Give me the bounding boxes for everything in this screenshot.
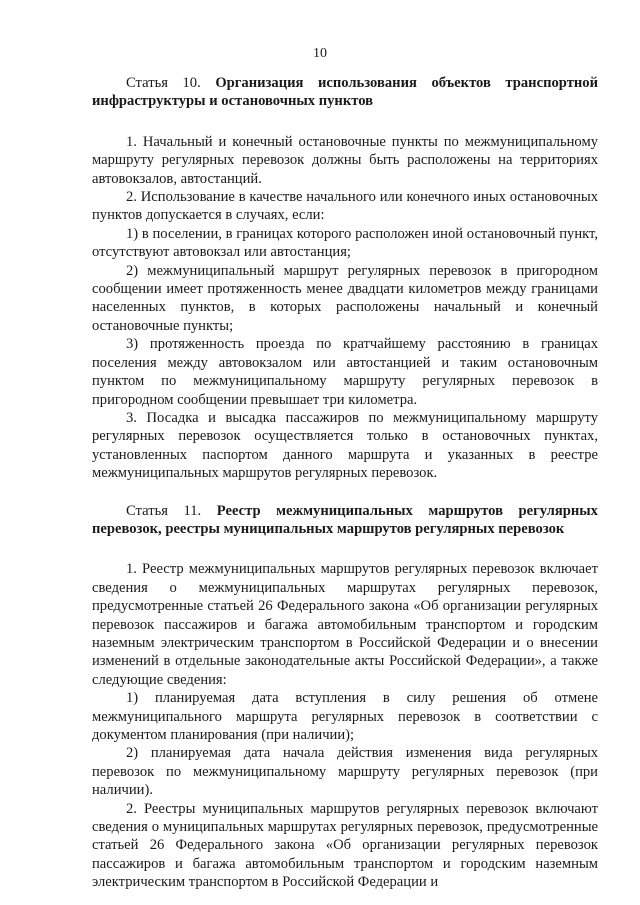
article-11-label: Статья 11. <box>126 502 202 519</box>
article-11-paragraph: 1) планируемая дата вступления в силу решения об отмене межмуниципального маршрута регулярных перевозок в соответствии с документом планирования (при наличии); <box>92 690 598 743</box>
document-body <box>92 74 598 892</box>
page-number: 10 <box>313 46 327 61</box>
article-10-label: Статья 10. <box>126 75 201 91</box>
article-11-paragraph: 1. Реестр межмуниципальных маршрутов регулярных перевозок включает сведения о межмуниципальных маршрутах регулярных перевозок, предусмотренные статьей 26 Федерального закона «Об организации регулярных перевозок пассажиров и багажа автомобильным транспортом и городским наземным электрическим транспортом в Российской Федерации и о внесении изменений в отдельные законодательные акты Российской Федерации», а также следующие сведения: <box>92 561 598 688</box>
article-10-paragraph: 3. Посадка и высадка пассажиров по межмуниципальному маршруту регулярных перевозок осуществляется только в остановочных пунктах, установленных паспортом данного маршрута и указанных в реестре межмуниципальных маршрутов регулярных перевозок. <box>92 409 598 482</box>
article-11-heading <box>92 502 598 539</box>
article-11-title: Реестр межмуниципальных маршрутов регулярных перевозок, реестры муниципальных маршрутов регулярных перевозок <box>92 502 598 537</box>
article-10-paragraph: 3) протяженность проезда по кратчайшему расстоянию в границах поселения между автовокзалом или автостанцией и таким остановочным пунктом по межмуниципальному маршруту регулярных перевозок в пригородном сообщении превышает три километра. <box>92 336 598 408</box>
article-10-paragraph: 2) межмуниципальный маршрут регулярных перевозок в пригородном сообщении имеет протяженность менее двадцати километров между границами населенных пунктов, в которых расположены начальный и конечный остановочные пункты; <box>92 262 598 334</box>
article-10-heading <box>92 74 598 111</box>
article-10-paragraph: 2. Использование в качестве начального или конечного иных остановочных пунктов допускается в случаях, если: <box>92 189 598 224</box>
article-10-paragraph: 1) в поселении, в границах которого расположен иной остановочный пункт, отсутствуют автовокзал или автостанция; <box>92 225 598 261</box>
article-11-paragraph: 2. Реестры муниципальных маршрутов регулярных перевозок включают сведения о муниципальных маршрутах регулярных перевозок, предусмотренные статьей 26 Федерального закона «Об организации регулярных перевозок пассажиров и багажа автомобильным транспортом и городским наземным электрическим транспортом в Российской Федерации и <box>92 800 598 891</box>
article-10-title: Организация использования объектов транспортной инфраструктуры и остановочных пунктов <box>92 75 598 110</box>
article-11-paragraph: 2) планируемая дата начала действия изменения вида регулярных перевозок по межмуниципальному маршруту регулярных перевозок (при наличии). <box>92 745 598 799</box>
article-10-paragraph: 1. Начальный и конечный остановочные пункты по межмуниципальному маршруту регулярных перевозок должны быть расположены на территориях автовокзалов, автостанций. <box>92 133 598 187</box>
